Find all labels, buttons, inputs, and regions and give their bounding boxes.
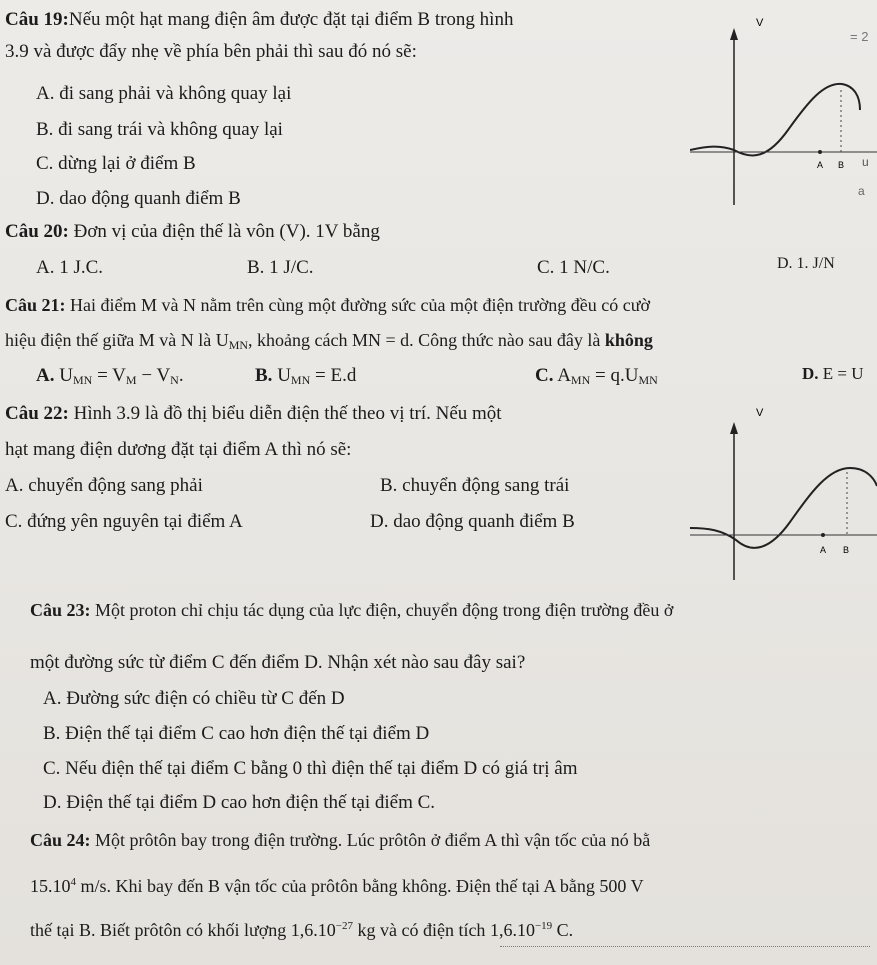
potential-curve: [690, 468, 877, 548]
point-b-label: B: [838, 160, 845, 170]
q23-option-c: C. Nếu điện thế tại điểm C bằng 0 thì điện thế tại điểm D có giá trị âm: [43, 758, 578, 779]
potential-graph-fig39: [690, 400, 877, 600]
q21-line2: hiệu điện thế giữa M và N là $U_{MN}$, khoảng cách MN = d. Công thức nào sau đây là không: [5, 330, 653, 352]
point-a-dot: [821, 533, 825, 537]
q22-option-b: B. chuyển động sang trái: [380, 475, 570, 496]
q23-line1: Câu 23: Một proton chỉ chịu tác dụng của lực điện, chuyển động trong điện trường đều ở: [30, 600, 674, 620]
q22-line1: Câu 22: Hình 3.9 là đồ thị biểu diễn điện thế theo vị trí. Nếu một: [5, 403, 502, 424]
point-a-label: A: [817, 160, 824, 170]
q20-head: Câu 20:: [5, 221, 69, 242]
q19-line1: Câu 19:Nếu một hạt mang điện âm được đặt tại điểm B trong hình: [5, 9, 514, 30]
q21-option-b: B. $U_{MN} = E.d$: [255, 365, 357, 387]
q23-line2: một đường sức từ điểm C đến điểm D. Nhận xét nào sau đây sai?: [30, 652, 526, 673]
edge-right-top: = 2: [850, 29, 869, 44]
q23-option-d: D. Điện thế tại điểm D cao hơn điện thế tại điểm C.: [43, 792, 436, 813]
q22-line2: hạt mang điện dương đặt tại điểm A thì nó sẽ:: [5, 439, 352, 460]
q19-option-b: B. đi sang trái và không quay lại: [36, 119, 283, 140]
edge-right-u: u: [862, 155, 869, 169]
q23-option-b: B. Điện thế tại điểm C cao hơn điện thế tại điểm D: [43, 723, 430, 744]
q24-line3: thế tại B. Biết prôtôn có khối lượng $1,6.10^{-27}$ kg và có điện tích $1,6.10^{-19}$ C.: [30, 920, 574, 940]
q20-stem: Câu 20: Đơn vị của điện thế là vôn (V). 1V bằng: [5, 221, 380, 242]
edge-right-a: a: [858, 184, 865, 198]
q22-option-a: A. chuyển động sang phải: [5, 475, 203, 496]
point-a-dot: [818, 150, 822, 154]
q21-line1: Câu 21: Hai điểm M và N nằm trên cùng một đường sức của một điện trường đều có cườ: [5, 295, 650, 315]
q20-option-d: D. 1. J/N: [777, 255, 835, 272]
q21-head: Câu 21:: [5, 295, 66, 315]
potential-graph-top: [690, 10, 877, 250]
q19-option-c: C. dừng lại ở điểm B: [36, 153, 196, 174]
q24-line2: 15.10$^4$ m/s. Khi bay đến B vận tốc của prôtôn bằng không. Điện thế tại A bằng 500 V: [30, 876, 644, 896]
q19-line2: 3.9 và được đẩy nhẹ về phía bên phải thì sau đó nó sẽ:: [5, 41, 417, 62]
q20-option-a: A. 1 J.C.: [36, 257, 104, 278]
point-b-label: B: [843, 545, 850, 555]
q24-head: Câu 24:: [30, 830, 91, 850]
q21-option-a: A. $U_{MN} = V_M - V_N$.: [36, 365, 184, 387]
q20-option-b: B. 1 J/C.: [247, 257, 314, 278]
q19-head: Câu 19:: [5, 9, 69, 30]
q21-option-d: D. E = U: [802, 364, 864, 383]
q23-option-a: A. Đường sức điện có chiều từ C đến D: [43, 688, 345, 709]
potential-curve: [690, 84, 860, 156]
v-axis-label: V: [756, 17, 764, 29]
point-a-label: A: [820, 545, 827, 555]
q19-option-d: D. dao động quanh điểm B: [36, 188, 241, 209]
q21-option-c: C. $A_{MN} = q.U_{MN}$: [535, 365, 658, 387]
q22-option-d: D. dao động quanh điểm B: [370, 511, 575, 532]
q19-option-a: A. đi sang phải và không quay lại: [36, 83, 292, 104]
v-axis-arrow: [730, 28, 738, 40]
v-axis-arrow: [730, 422, 738, 434]
q20-option-c: C. 1 N/C.: [537, 257, 610, 278]
q22-head: Câu 22:: [5, 403, 69, 424]
dotted-rule: [500, 946, 870, 947]
q22-option-c: C. đứng yên nguyên tại điểm A: [5, 511, 243, 532]
q23-head: Câu 23:: [30, 600, 91, 620]
v-axis-label: V: [756, 407, 764, 419]
q24-line1: Câu 24: Một prôtôn bay trong điện trường. Lúc prôtôn ở điểm A thì vận tốc của nó bằ: [30, 830, 651, 850]
